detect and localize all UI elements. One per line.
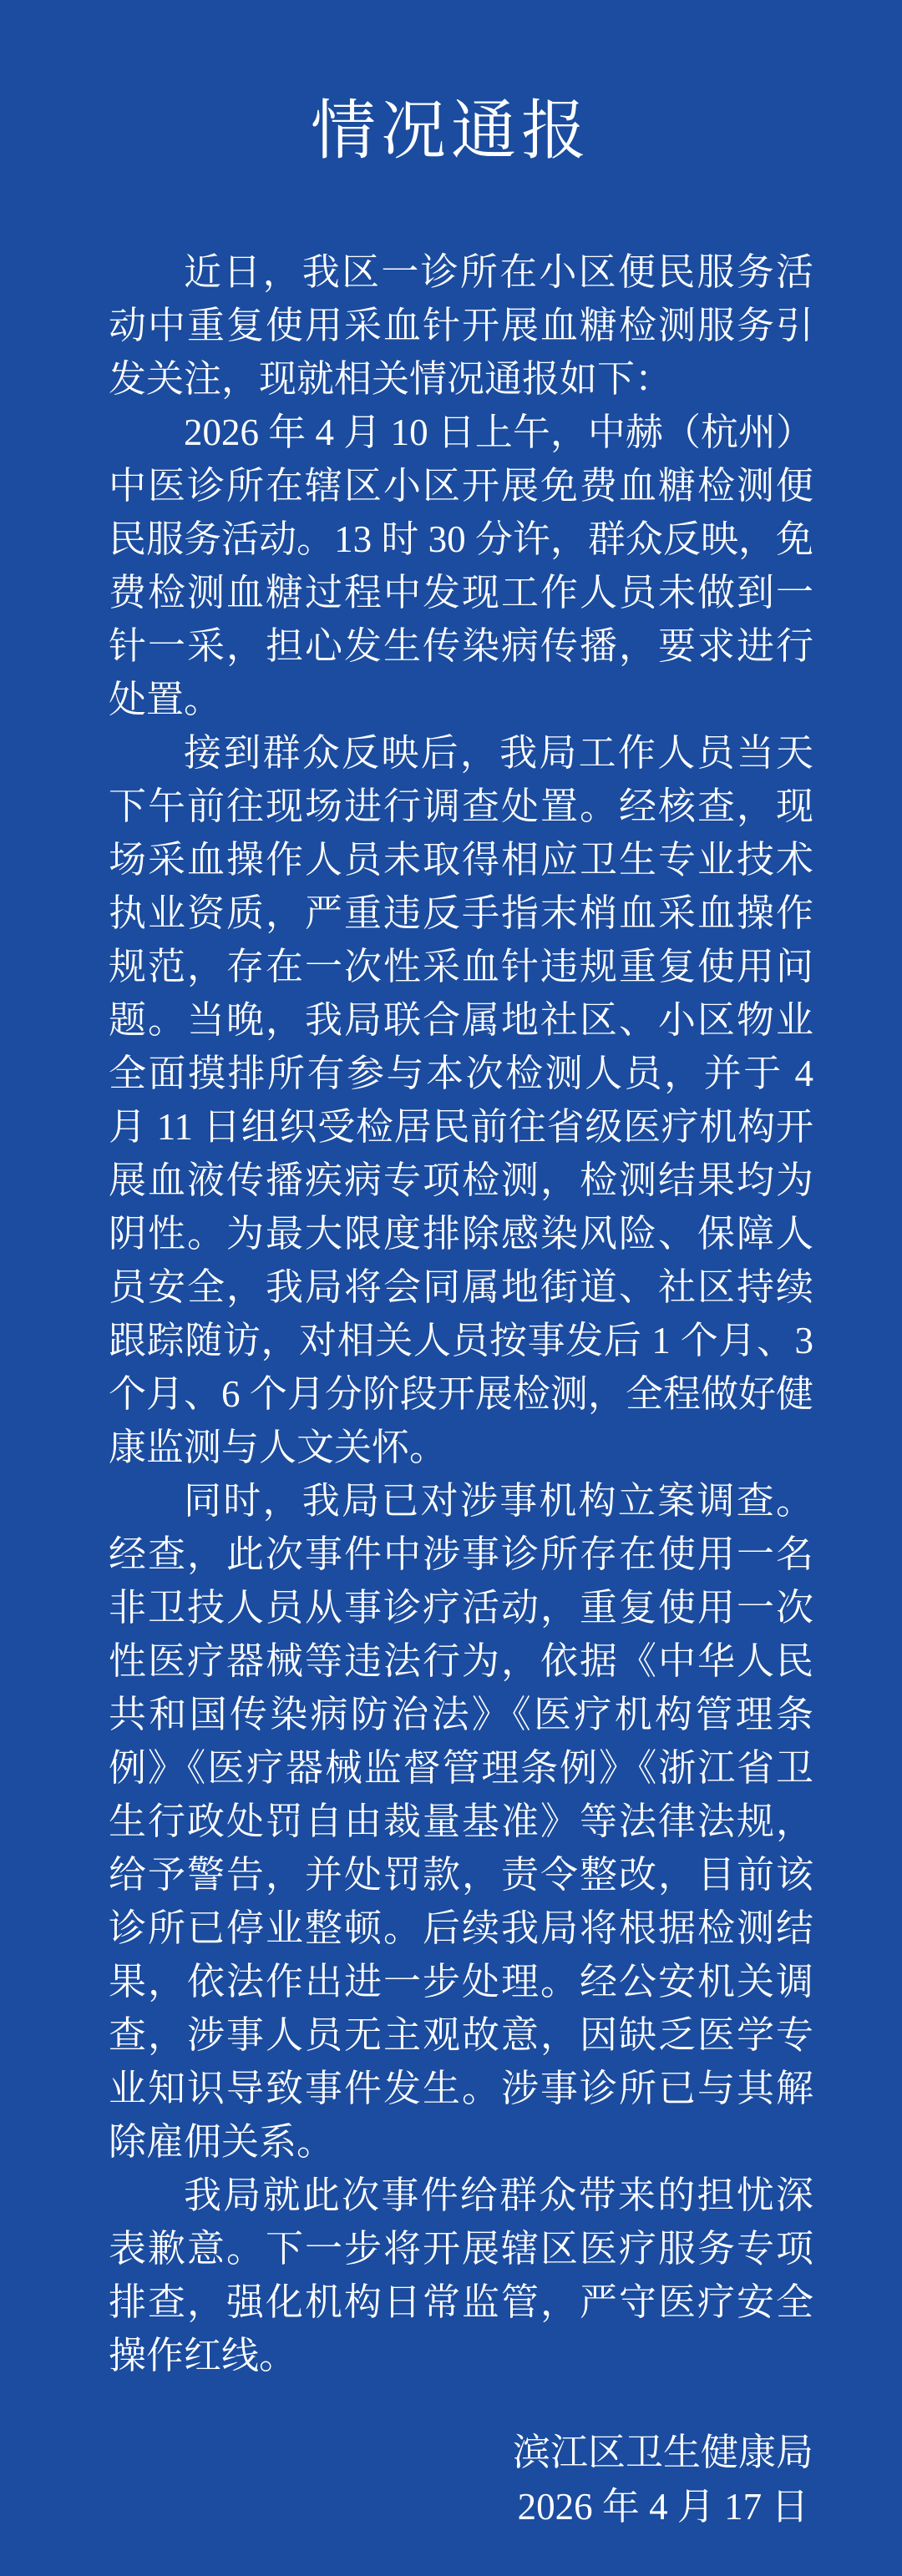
notice-paragraph: 同时，我局已对涉事机构立案调查。经查，此次事件中涉事诊所存在使用一名非卫技人员从事诊疗活动，重复使用一次性医疗器械等违法行为，依据《中华人民共和国传染病防治法》《医疗机构管理条例》《医疗器械监督管理条例》《浙江省卫生行政处罚自由裁量基准》等法律法规，给予警告，并处罚款，责令整改，目前该诊所已停业整顿。后续我局将根据检测结果，依法作出进一步处理。经公安机关调查，涉事人员无主观故意，因缺乏医学专业知识导致事件发生。涉事诊所已与其解除雇佣关系。 (109, 1480, 813, 2163)
issuer-name: 滨江区卫生健康局 (512, 2432, 813, 2473)
notice-paragraph: 接到群众反映后，我局工作人员当天下午前往现场进行调查处置。经核查，现场采血操作人员未取得相应卫生专业技术执业资质，严重违反手指末梢血采血操作规范，存在一次性采血针违规重复使用问题。当晚，我局联合属地社区、小区物业全面摸排所有参与本次检测人员，并于 4 月 11 日组织受检居民前往省级医疗机构开展血液传播疾病专项检测，检测结果均为阴性。为最大限度排除感染风险、保障人员安全，我局将会同属地街道、社区持续跟踪随访，对相关人员按事发后 1 个月、3 个月、6 个月分阶段开展检测，全程做好健康监测与人文关怀。 (109, 732, 813, 1468)
notice-paragraph: 2026 年 4 月 10 日上午，中赫（杭州）中医诊所在辖区小区开展免费血糖检测便民服务活动。13 时 30 分许，群众反映，免费检测血糖过程中发现工作人员未做到一针一采，担心发生传染病传播，要求进行处置。 (109, 412, 813, 720)
notice-paragraph: 我局就此次事件给群众带来的担忧深表歉意。下一步将开展辖区医疗服务专项排查，强化机构日常监管，严守医疗安全操作红线。 (109, 2174, 813, 2376)
notice-title: 情况通报 (310, 94, 591, 167)
issue-date: 2026 年 4 月 17 日 (517, 2486, 809, 2528)
notice-paragraph: 近日，我区一诊所在小区便民服务活动中重复使用采血针开展血糖检测服务引发关注，现就相关情况通报如下： (109, 251, 813, 400)
notice-body (0, 245, 902, 2382)
signature-inner (513, 2426, 813, 2534)
signature-block (0, 2426, 902, 2534)
